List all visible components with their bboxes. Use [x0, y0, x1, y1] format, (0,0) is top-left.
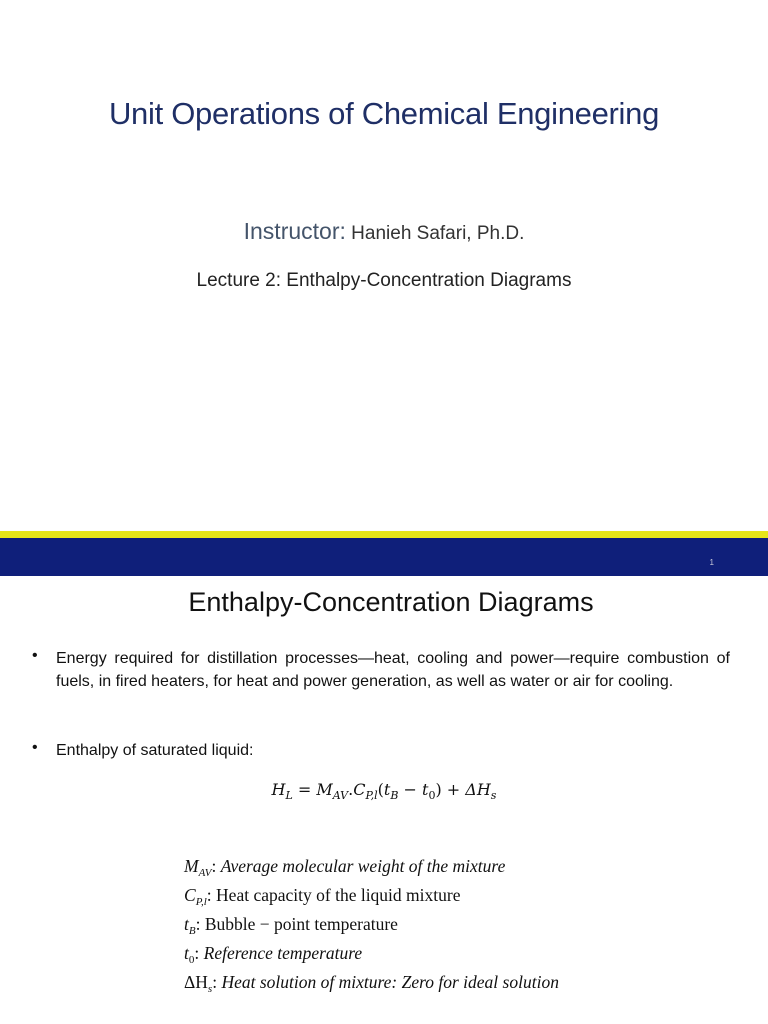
- def-symbol: M: [184, 856, 199, 876]
- eq-lhs-sub: L: [285, 789, 293, 802]
- eq-tb: t: [383, 780, 391, 799]
- footer-bar: [0, 538, 768, 576]
- bullet-icon: •: [32, 739, 38, 756]
- lecture-subtitle: Lecture 2: Enthalpy-Concentration Diagrams: [196, 270, 572, 291]
- def-symbol: t: [184, 943, 189, 963]
- eq-dh: ΔH: [465, 780, 491, 799]
- eq-c-sub: P,l: [365, 789, 378, 802]
- def-symbol: C: [184, 885, 196, 905]
- eq-c: C: [353, 780, 366, 799]
- instructor-label: Instructor:: [243, 218, 346, 244]
- def-text: Heat solution of mixture: Zero for ideal solution: [221, 972, 559, 992]
- eq-m: M: [316, 780, 333, 799]
- eq-m-sub: AV: [332, 789, 349, 802]
- eq-tb-sub: B: [390, 789, 399, 802]
- eq-dh-sub: s: [490, 789, 497, 802]
- definition-row: $C_{P,l}$: Heat capacity of the liquid mixture: [184, 885, 461, 908]
- eq-t0: t: [422, 780, 429, 799]
- bullet-text-enthalpy: Enthalpy of saturated liquid:: [56, 742, 254, 759]
- def-text: Average molecular weight of the mixture: [220, 856, 506, 876]
- def-text: Heat capacity of the liquid mixture: [216, 885, 461, 905]
- page-number: 1: [709, 558, 714, 567]
- enthalpy-equation: $H_L = M_{AV}.C_{P,l}(t_B - t_0) + \Delta H_s$: [271, 780, 497, 802]
- slide-title: Unit Operations of Chemical Engineering: [108, 96, 660, 131]
- definition-row: $M_{AV}$: Average molecular weight of the mixture: [184, 856, 506, 879]
- def-symbol-sub: B: [188, 925, 196, 937]
- definition-row: $t_0$: Reference temperature: [184, 943, 363, 966]
- def-symbol-sub: s: [207, 983, 213, 995]
- instructor-line: [0, 218, 768, 245]
- def-symbol: t: [184, 914, 189, 934]
- def-text: Reference temperature: [203, 943, 363, 963]
- footer-accent-stripe: [0, 531, 768, 538]
- def-symbol-sub: P,l: [195, 896, 207, 908]
- slide-2: [0, 576, 768, 1024]
- def-symbol-sub: AV: [198, 867, 212, 879]
- def-symbol: ΔH: [184, 972, 208, 992]
- bullet-text-energy: Energy required for distillation processes—heat, cooling and power—require combustion of fuels, in fired heaters, for heat and power generation, as well as water or air for cooling.: [56, 650, 730, 690]
- symbol-definitions: [184, 852, 559, 997]
- def-symbol-sub: 0: [188, 954, 195, 966]
- definition-row: $\Delta H_s$: Heat solution of mixture: Zero for ideal solution: [184, 972, 559, 995]
- slide-2-title: Enthalpy-Concentration Diagrams: [188, 587, 594, 617]
- eq-t0-sub: 0: [428, 789, 436, 802]
- eq-lhs: H: [271, 780, 286, 799]
- def-text: Bubble − point temperature: [204, 914, 398, 934]
- instructor-name: Hanieh Safari, Ph.D.: [351, 223, 525, 244]
- definition-row: $t_B$: Bubble − point temperature: [184, 914, 398, 937]
- bullet-icon: •: [32, 647, 38, 664]
